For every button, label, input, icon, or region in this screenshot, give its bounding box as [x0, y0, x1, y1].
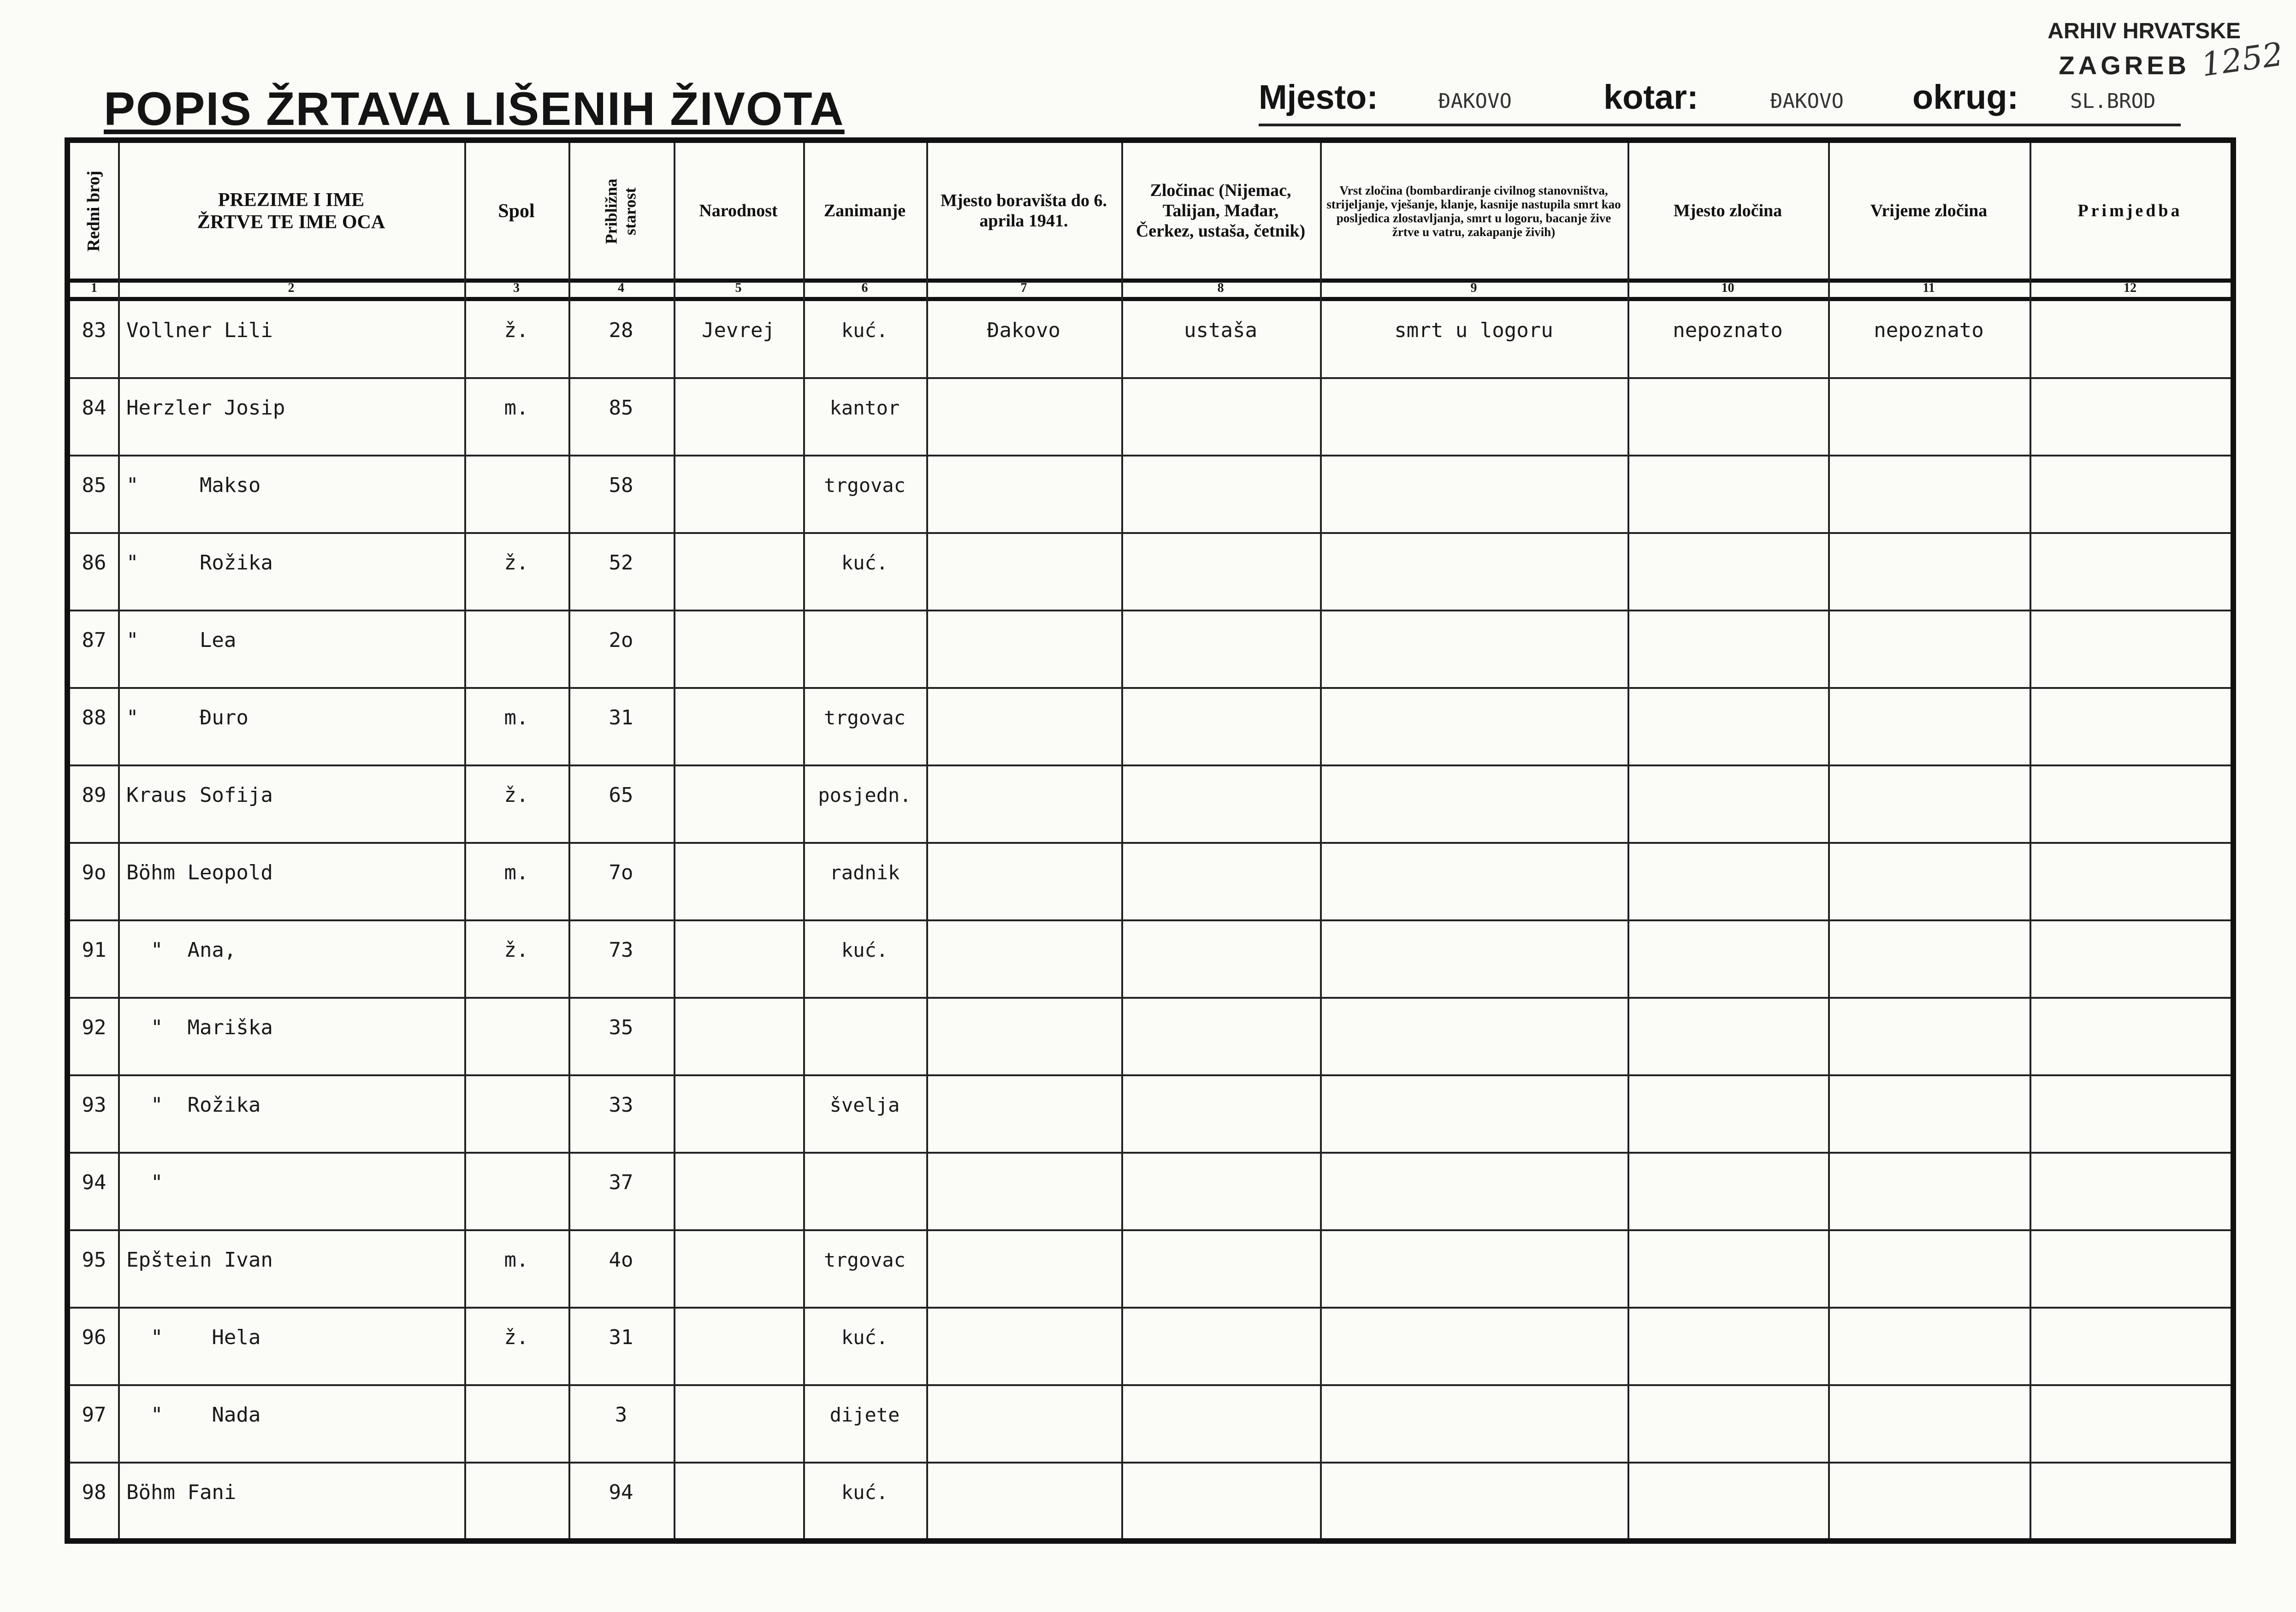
cell-res — [926, 843, 1121, 902]
cell-nat — [674, 610, 803, 670]
cell-no: 97 — [82, 1403, 107, 1427]
kotar-value: ĐAKOVO — [1770, 89, 1844, 113]
cell-nat — [674, 1308, 803, 1367]
cell-perp — [1121, 456, 1320, 515]
cell-nat — [674, 920, 803, 979]
cell-time — [1828, 1230, 2030, 1289]
cell-res: Đakovo — [987, 318, 1060, 342]
col-number-6: 6 — [861, 281, 868, 295]
cell-sex: ž. — [504, 318, 529, 342]
cell-time — [1828, 533, 2030, 592]
cell-crime — [1320, 998, 1627, 1057]
cell-time — [1828, 998, 2030, 1057]
cell-place — [1627, 1385, 1828, 1444]
cell-res — [926, 1463, 1121, 1522]
col-header-3: Spol — [498, 200, 535, 222]
cell-time — [1828, 456, 2030, 515]
cell-no: 98 — [82, 1480, 107, 1504]
cell-note — [2030, 1230, 2231, 1289]
cell-name: " Rožika — [126, 1093, 261, 1117]
cell-name: " Mariška — [126, 1015, 273, 1039]
header-bottom-rule — [70, 279, 2231, 283]
cell-crime — [1320, 765, 1627, 824]
cell-occ: trgovac — [823, 474, 905, 497]
cell-name: " Lea — [126, 628, 237, 652]
cell-place — [1627, 1075, 1828, 1134]
cell-place — [1627, 688, 1828, 747]
cell-age: 7o — [609, 860, 633, 884]
cell-occ — [803, 998, 926, 1057]
cell-note — [2030, 998, 2231, 1057]
cell-age: 33 — [609, 1093, 633, 1117]
cell-nat — [674, 998, 803, 1057]
cell-crime — [1320, 1075, 1627, 1134]
cell-sex: ž. — [504, 783, 529, 807]
cell-res — [926, 688, 1121, 747]
cell-crime — [1320, 533, 1627, 592]
cell-crime — [1320, 378, 1627, 437]
cell-res — [926, 1308, 1121, 1367]
cell-name: " Đuro — [126, 705, 249, 729]
cell-crime — [1320, 1308, 1627, 1367]
cell-crime — [1320, 1463, 1627, 1522]
cell-occ — [803, 1153, 926, 1212]
cell-crime: smrt u logoru — [1394, 318, 1553, 342]
col-header-7: Mjesto boravišta do 6. aprila 1941. — [941, 191, 1107, 231]
cell-crime — [1320, 843, 1627, 902]
cell-no: 95 — [82, 1248, 107, 1272]
cell-crime — [1320, 688, 1627, 747]
cell-occ: kuć. — [841, 551, 888, 574]
col-number-1: 1 — [91, 281, 97, 295]
cell-place — [1627, 1230, 1828, 1289]
cell-res — [926, 456, 1121, 515]
cell-age: 4o — [609, 1248, 633, 1272]
cell-nat — [674, 1075, 803, 1134]
cell-res — [926, 533, 1121, 592]
cell-note — [2030, 765, 2231, 824]
col-number-9: 9 — [1470, 281, 1477, 295]
cell-perp — [1121, 998, 1320, 1057]
mjesto-value: ĐAKOVO — [1438, 89, 1512, 113]
cell-occ: kuć. — [841, 938, 888, 961]
cell-crime — [1320, 456, 1627, 515]
cell-note — [2030, 1385, 2231, 1444]
cell-place — [1627, 843, 1828, 902]
form-title: POPIS ŽRTAVA LIŠENIH ŽIVOTA — [104, 83, 845, 135]
cell-nat — [674, 533, 803, 592]
cell-no: 85 — [82, 473, 107, 497]
cell-age: 31 — [609, 1325, 633, 1349]
cell-time — [1828, 1385, 2030, 1444]
col-header-10: Mjesto zločina — [1673, 201, 1782, 221]
col-number-4: 4 — [618, 281, 624, 295]
cell-age: 31 — [609, 705, 633, 729]
cell-res — [926, 1385, 1121, 1444]
cell-perp — [1121, 1230, 1320, 1289]
cell-perp — [1121, 688, 1320, 747]
col-number-12: 12 — [2124, 281, 2136, 295]
cell-sex — [464, 1463, 568, 1522]
cell-perp — [1121, 1308, 1320, 1367]
cell-note — [2030, 1075, 2231, 1134]
cell-sex: m. — [504, 396, 529, 420]
cell-no: 92 — [82, 1015, 107, 1039]
cell-occ: dijete — [829, 1403, 900, 1426]
cell-note — [2030, 688, 2231, 747]
cell-no: 89 — [82, 783, 107, 807]
cell-note — [2030, 378, 2231, 437]
cell-place — [1627, 610, 1828, 670]
cell-note — [2030, 1308, 2231, 1367]
cell-note — [2030, 533, 2231, 592]
cell-perp — [1121, 610, 1320, 670]
cell-occ: radnik — [829, 861, 900, 884]
cell-res — [926, 998, 1121, 1057]
cell-sex — [464, 1153, 568, 1212]
cell-crime — [1320, 1385, 1627, 1444]
cell-age: 2o — [609, 628, 633, 652]
cell-name: Herzler Josip — [126, 396, 285, 420]
okrug-label: okrug: — [1912, 78, 2019, 116]
okrug-value: SL.BROD — [2070, 89, 2156, 113]
cell-occ: švelja — [829, 1093, 900, 1116]
cell-crime — [1320, 920, 1627, 979]
cell-no: 84 — [82, 396, 107, 420]
cell-place — [1627, 456, 1828, 515]
col-header-1: Redni broj — [84, 171, 104, 252]
cell-time — [1828, 378, 2030, 437]
cell-no: 96 — [82, 1325, 107, 1349]
cell-crime — [1320, 1230, 1627, 1289]
cell-time — [1828, 688, 2030, 747]
cell-occ: trgovac — [823, 706, 905, 729]
cell-no: 88 — [82, 705, 107, 729]
cell-name: Kraus Sofija — [126, 783, 273, 807]
cell-no: 94 — [82, 1170, 107, 1194]
cell-no: 83 — [82, 318, 107, 342]
cell-perp — [1121, 920, 1320, 979]
col-header-11: Vrijeme zločina — [1870, 201, 1988, 221]
cell-note — [2030, 301, 2231, 360]
cell-name: Vollner Lili — [126, 318, 273, 342]
cell-perp — [1121, 843, 1320, 902]
col-number-7: 7 — [1020, 281, 1027, 295]
cell-name: Böhm Fani — [126, 1480, 237, 1504]
cell-age: 35 — [609, 1015, 633, 1039]
cell-perp — [1121, 533, 1320, 592]
cell-nat — [674, 456, 803, 515]
col-number-11: 11 — [1923, 281, 1935, 295]
cell-time: nepoznato — [1874, 318, 1984, 342]
col-number-3: 3 — [513, 281, 520, 295]
cell-name: " Rožika — [126, 551, 273, 575]
cell-place — [1627, 765, 1828, 824]
cell-place — [1627, 1463, 1828, 1522]
col-header-4: Približna starost — [602, 178, 639, 244]
row-divider — [70, 1539, 2231, 1541]
col-header-12: Primjedba — [2077, 201, 2183, 221]
col-number-8: 8 — [1217, 281, 1224, 295]
cell-time — [1828, 843, 2030, 902]
cell-perp: ustaša — [1184, 318, 1257, 342]
cell-sex — [464, 998, 568, 1057]
handwritten-archive-number: 1252 — [2199, 35, 2285, 84]
cell-occ: trgovac — [823, 1248, 905, 1271]
cell-nat — [674, 1463, 803, 1522]
cell-res — [926, 1075, 1121, 1134]
cell-time — [1828, 610, 2030, 670]
cell-time — [1828, 1075, 2030, 1134]
cell-occ: posjedn. — [818, 783, 911, 806]
cell-no: 93 — [82, 1093, 107, 1117]
cell-no: 87 — [82, 628, 107, 652]
cell-place — [1627, 533, 1828, 592]
cell-place — [1627, 998, 1828, 1057]
cell-name: " Ana, — [126, 938, 237, 962]
cell-name: Böhm Leopold — [126, 860, 273, 884]
cell-crime — [1320, 610, 1627, 670]
col-number-2: 2 — [288, 281, 295, 295]
location-fields — [1259, 77, 2181, 126]
cell-sex — [464, 456, 568, 515]
cell-note — [2030, 456, 2231, 515]
cell-age: 73 — [609, 938, 633, 962]
cell-sex: m. — [504, 1248, 529, 1272]
cell-nat — [674, 1153, 803, 1212]
cell-nat — [674, 765, 803, 824]
cell-no: 86 — [82, 551, 107, 575]
cell-sex: ž. — [504, 551, 529, 575]
cell-nat — [674, 1230, 803, 1289]
col-header-6: Zanimanje — [823, 201, 906, 221]
cell-occ: kuć. — [841, 1481, 888, 1504]
kotar-label: kotar: — [1604, 78, 1698, 116]
cell-nat — [674, 843, 803, 902]
cell-note — [2030, 843, 2231, 902]
cell-place — [1627, 920, 1828, 979]
cell-place: nepoznato — [1673, 318, 1783, 342]
col-number-5: 5 — [735, 281, 742, 295]
mjesto-label: Mjesto: — [1259, 78, 1378, 116]
cell-no: 9o — [82, 860, 107, 884]
cell-nat — [674, 1385, 803, 1444]
cell-perp — [1121, 765, 1320, 824]
cell-name: " Hela — [126, 1325, 261, 1349]
cell-res — [926, 765, 1121, 824]
cell-name: Epštein Ivan — [126, 1248, 273, 1272]
cell-note — [2030, 1463, 2231, 1522]
cell-res — [926, 610, 1121, 670]
cell-time — [1828, 1308, 2030, 1367]
cell-occ: kuć. — [841, 319, 888, 342]
cell-place — [1627, 378, 1828, 437]
archive-stamp-line2: ZAGREB — [2059, 51, 2190, 80]
cell-perp — [1121, 1153, 1320, 1212]
cell-name: " — [126, 1170, 163, 1194]
cell-note — [2030, 610, 2231, 670]
archive-stamp — [1918, 18, 2241, 80]
cell-sex: m. — [504, 705, 529, 729]
cell-res — [926, 1153, 1121, 1212]
cell-sex: ž. — [504, 938, 529, 962]
cell-occ: kantor — [829, 396, 900, 419]
cell-name: " Nada — [126, 1403, 261, 1427]
cell-time — [1828, 1463, 2030, 1522]
cell-note — [2030, 1153, 2231, 1212]
cell-perp — [1121, 1463, 1320, 1522]
cell-age: 37 — [609, 1170, 633, 1194]
cell-sex — [464, 610, 568, 670]
cell-sex: ž. — [504, 1325, 529, 1349]
cell-occ: kuć. — [841, 1326, 888, 1349]
cell-age: 94 — [609, 1480, 633, 1504]
col-header-9: Vrst zločina (bombardiranje civilnog stanovništva, strijeljanje, vješanje, klanje, kasnije nastupila smrt kao posljedica zlostavljanja, smrt u logoru, bacanje žive žrtve u vatru, zakapanje živih) — [1326, 183, 1621, 239]
cell-age: 85 — [609, 396, 633, 420]
cell-sex: m. — [504, 860, 529, 884]
cell-time — [1828, 1153, 2030, 1212]
cell-perp — [1121, 1385, 1320, 1444]
col-header-8: Zločinac (Nijemac, Talijan, Mađar, Čerkez, ustaša, četnik) — [1136, 181, 1306, 241]
cell-sex — [464, 1075, 568, 1134]
cell-age: 28 — [609, 318, 633, 342]
victims-register-table — [65, 137, 2236, 1544]
cell-crime — [1320, 1153, 1627, 1212]
cell-time — [1828, 765, 2030, 824]
cell-age: 3 — [615, 1403, 627, 1427]
cell-perp — [1121, 1075, 1320, 1134]
col-header-2: PREZIME I IME ŽRTVE TE IME OCA — [197, 189, 385, 233]
cell-nat — [674, 688, 803, 747]
cell-occ — [803, 610, 926, 670]
cell-nat: Jevrej — [702, 318, 775, 342]
cell-age: 65 — [609, 783, 633, 807]
cell-nat — [674, 378, 803, 437]
col-header-5: Narodnost — [699, 201, 778, 221]
col-number-10: 10 — [1721, 281, 1734, 295]
archive-stamp-line1: ARHIV HRVATSKE — [2047, 19, 2241, 43]
cell-perp — [1121, 378, 1320, 437]
cell-sex — [464, 1385, 568, 1444]
cell-place — [1627, 1153, 1828, 1212]
cell-no: 91 — [82, 938, 107, 962]
cell-place — [1627, 1308, 1828, 1367]
cell-name: " Makso — [126, 473, 261, 497]
cell-note — [2030, 920, 2231, 979]
cell-res — [926, 920, 1121, 979]
cell-res — [926, 1230, 1121, 1289]
cell-age: 52 — [609, 551, 633, 575]
cell-time — [1828, 920, 2030, 979]
cell-res — [926, 378, 1121, 437]
cell-age: 58 — [609, 473, 633, 497]
